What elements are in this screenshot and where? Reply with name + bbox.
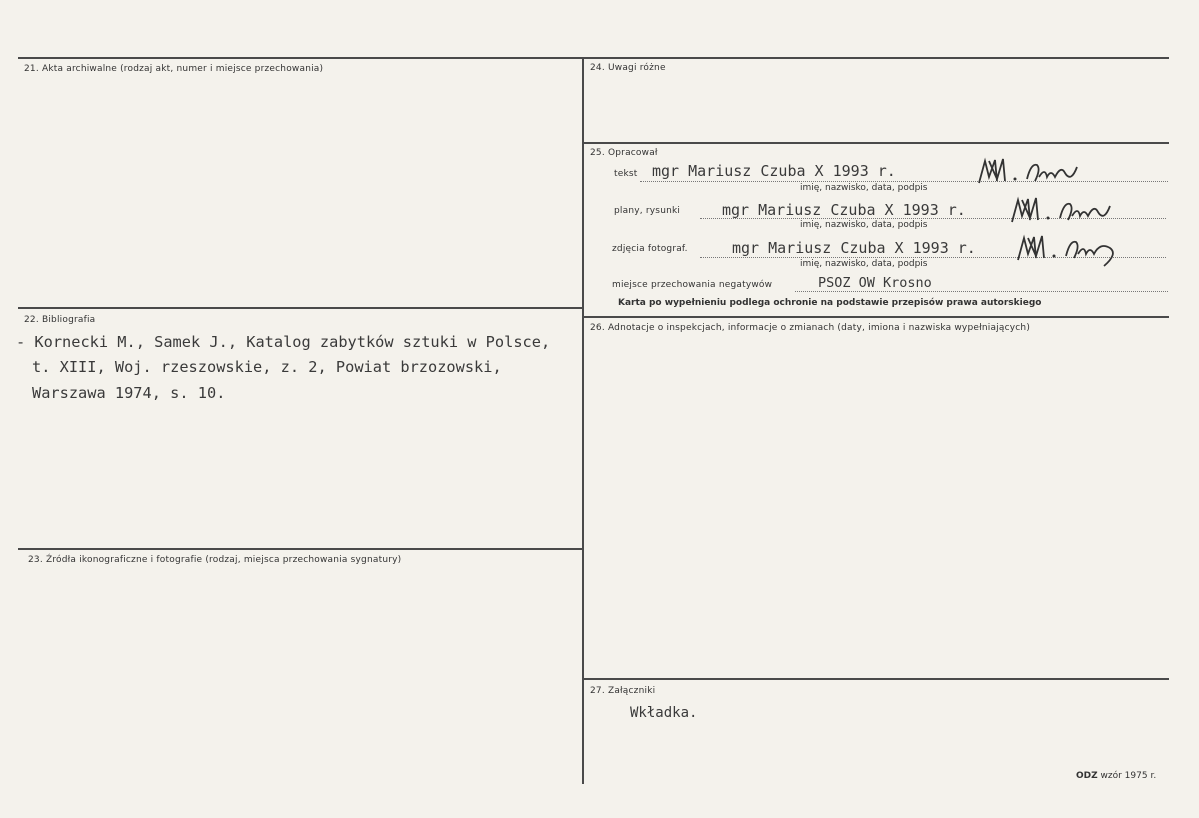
rule-26-27 bbox=[584, 678, 1169, 680]
negatives-label: miejsce przechowania negatywów bbox=[612, 280, 773, 290]
attachments-value: Wkładka. bbox=[630, 705, 698, 721]
form-template-footer bbox=[1076, 771, 1156, 781]
section-21-label: 21. Akta archiwalne (rodzaj akt, numer i miejsce przechowania) bbox=[24, 64, 324, 74]
tekst-caption: imię, nazwisko, data, podpis bbox=[800, 183, 928, 193]
plany-label: plany, rysunki bbox=[614, 206, 681, 216]
section-22-label: 22. Bibliografia bbox=[24, 315, 96, 325]
section-27-label: 27. Załączniki bbox=[590, 686, 656, 696]
bibliography-line-3: Warszawa 1974, s. 10. bbox=[32, 384, 226, 402]
section-24-label: 24. Uwagi różne bbox=[590, 63, 666, 73]
bibliography-line-1: - Kornecki M., Samek J., Katalog zabytków sztuki w Polsce, bbox=[16, 333, 551, 351]
negatives-dotted-line bbox=[795, 291, 1168, 292]
footer-org: ODZ bbox=[1076, 771, 1098, 781]
signature-tekst bbox=[975, 155, 1085, 189]
zdjecia-value: mgr Mariusz Czuba X 1993 r. bbox=[732, 239, 976, 257]
top-rule bbox=[18, 57, 1169, 59]
plany-caption: imię, nazwisko, data, podpis bbox=[800, 220, 928, 230]
negatives-value: PSOZ OW Krosno bbox=[818, 275, 932, 291]
section-25-label: 25. Opracował bbox=[590, 148, 658, 158]
rule-22-23 bbox=[18, 548, 582, 550]
signature-zdjecia bbox=[1014, 232, 1124, 272]
footer-text: wzór 1975 r. bbox=[1100, 771, 1157, 781]
tekst-value: mgr Mariusz Czuba X 1993 r. bbox=[652, 162, 896, 180]
section-26-label: 26. Adnotacje o inspekcjach, informacje o zmianach (daty, imiona i nazwiska wypełniających) bbox=[590, 323, 1031, 333]
bibliography-line-2: t. XIII, Woj. rzeszowskie, z. 2, Powiat brzozowski, bbox=[32, 358, 502, 376]
tekst-dotted-line bbox=[640, 181, 1168, 182]
signature-plany bbox=[1008, 194, 1118, 228]
copyright-note: Karta po wypełnieniu podlega ochronie na podstawie przepisów prawa autorskiego bbox=[618, 298, 1042, 308]
zdjecia-caption: imię, nazwisko, data, podpis bbox=[800, 259, 928, 269]
zdjecia-label: zdjęcia fotograf. bbox=[612, 244, 688, 254]
rule-24-25 bbox=[584, 142, 1169, 144]
plany-value: mgr Mariusz Czuba X 1993 r. bbox=[722, 201, 966, 219]
rule-25-26 bbox=[584, 316, 1169, 318]
section-23-label: 23. Źródła ikonograficzne i fotografie (rodzaj, miejsca przechowania sygnatury) bbox=[28, 555, 402, 565]
rule-21-22 bbox=[18, 307, 582, 309]
center-divider bbox=[582, 57, 584, 784]
tekst-label: tekst bbox=[614, 169, 638, 179]
